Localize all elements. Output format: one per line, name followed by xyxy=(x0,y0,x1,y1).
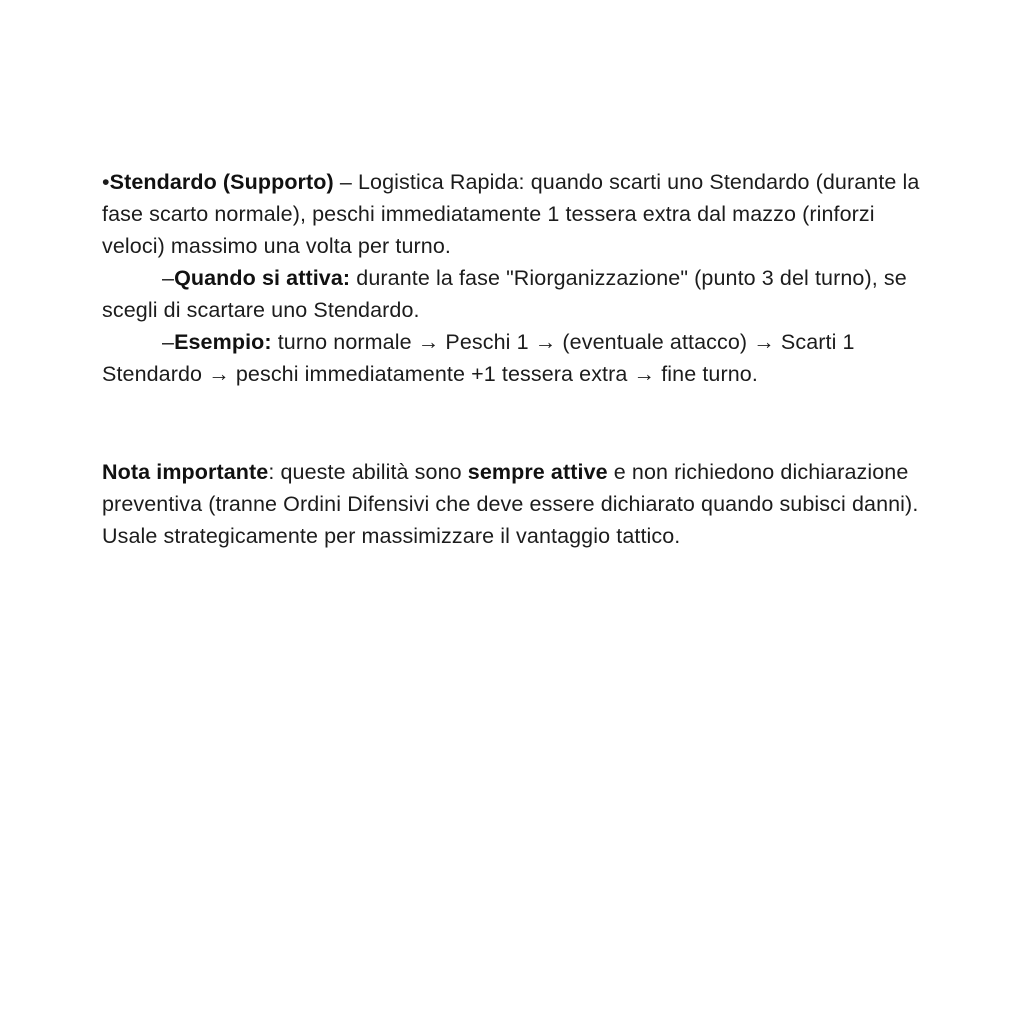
ability-description xyxy=(102,166,922,262)
activation-condition xyxy=(102,262,922,326)
note-text-1: : queste abilità sono xyxy=(268,460,468,484)
example-label: Esempio: xyxy=(174,330,272,354)
important-note xyxy=(102,456,922,552)
title-separator: – xyxy=(333,170,358,194)
document-body xyxy=(102,166,922,552)
note-label: Nota importante xyxy=(102,460,269,484)
activation-text: durante la fase "Riorganizzazione" (punto 3 del turno), se scegli di scartare uno Stendardo. xyxy=(102,266,907,322)
bullet-glyph: • xyxy=(102,170,110,194)
ability-title: Stendardo (Supporto) xyxy=(109,170,334,194)
example-text: turno normale → Peschi 1 → (eventuale attacco) → Scarti 1 Stendardo → peschi immediatamente +1 tessera extra → fine turno. xyxy=(102,330,855,386)
activation-dash: – xyxy=(162,266,175,290)
note-text-2: e non richiedono dichiarazione preventiva (tranne Ordini Difensivi che deve essere dichiarato quando subisci danni). Usale strategicamente per massimizzare il vantaggio tattico. xyxy=(102,460,919,548)
note-emphasis: sempre attive xyxy=(467,460,608,484)
ability-description-text: Logistica Rapida: quando scarti uno Stendardo (durante la fase scarto normale), peschi immediatamente 1 tessera extra dal mazzo (rinforzi veloci) massimo una volta per turno. xyxy=(102,170,920,258)
example-dash: – xyxy=(162,330,175,354)
example-paragraph xyxy=(102,326,922,390)
activation-label: Quando si attiva: xyxy=(174,266,351,290)
